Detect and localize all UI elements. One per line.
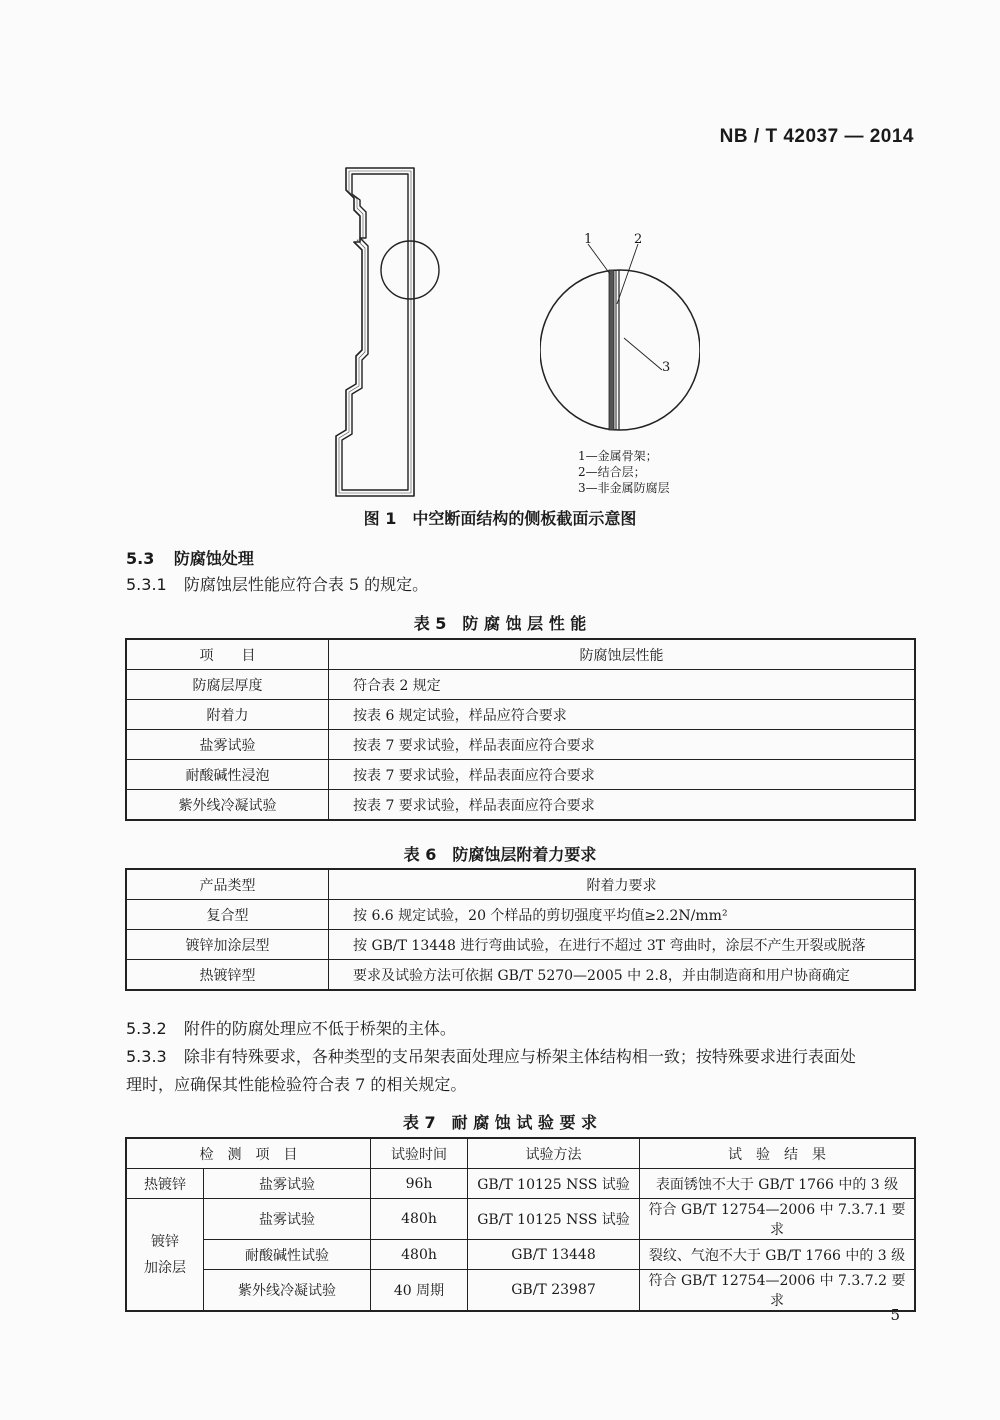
- table-cell: 耐酸碱性浸泡: [126, 760, 329, 790]
- table-cell: 480h: [371, 1199, 468, 1240]
- table-cell: 符合 GB/T 12754—2006 中 7.3.7.1 要求: [640, 1199, 916, 1240]
- table5-caption: 表 5 防 腐 蚀 层 性 能: [413, 614, 587, 633]
- table-header-row: [126, 869, 915, 900]
- table-cell: 热镀锌: [126, 1169, 204, 1199]
- table-header-cell: 试验方法: [468, 1138, 640, 1169]
- table6-caption: 表 6 防腐蚀层附着力要求: [403, 845, 597, 864]
- table-header-row: [126, 639, 915, 670]
- figure-legend: [578, 448, 670, 496]
- clause-text: 附件的防腐处理应不低于桥架的主体。: [183, 1019, 456, 1038]
- legend-item: 2—结合层；: [578, 465, 646, 479]
- table-cell: GB/T 13448: [468, 1240, 640, 1270]
- table-header-cell: 试 验 结 果: [640, 1138, 916, 1169]
- legend-item: 1—金属骨架；: [578, 449, 658, 463]
- table-row: [126, 930, 915, 960]
- table-row: [126, 1270, 915, 1312]
- table7: [125, 1137, 916, 1312]
- standard-number: NB / T 42037 — 2014: [719, 126, 914, 147]
- table-row: [126, 790, 915, 821]
- table-header-cell: 项 目: [126, 639, 329, 670]
- table-cell: 盐雾试验: [204, 1199, 371, 1240]
- table-cell: 按表 7 要求试验，样品表面应符合要求: [329, 790, 916, 821]
- table-cell: 防腐层厚度: [126, 670, 329, 700]
- table-cell: 480h: [371, 1240, 468, 1270]
- clause-number: 5.3.3: [126, 1047, 167, 1066]
- table-row: [126, 900, 915, 930]
- table-cell: 盐雾试验: [204, 1169, 371, 1199]
- table-header-cell: 防腐蚀层性能: [329, 639, 916, 670]
- table5: [125, 638, 916, 821]
- table-header-cell: 附着力要求: [329, 869, 916, 900]
- table-cell: 按表 7 要求试验，样品表面应符合要求: [329, 760, 916, 790]
- figure-1-detail: [540, 230, 700, 450]
- table-cell: 符合 GB/T 12754—2006 中 7.3.7.2 要求: [640, 1270, 916, 1312]
- table-row: [126, 960, 915, 991]
- table-cell: 40 周期: [371, 1270, 468, 1312]
- table-cell: 附着力: [126, 700, 329, 730]
- callout-2: 2: [634, 232, 643, 247]
- table-cell: 紫外线冷凝试验: [204, 1270, 371, 1312]
- table-row: [126, 760, 915, 790]
- section-number: 5.3: [126, 549, 155, 568]
- table-header-cell: 检 测 项 目: [126, 1138, 371, 1169]
- table-row: [126, 730, 915, 760]
- clause-text-line1: 除非有特殊要求，各种类型的支吊架表面处理应与桥架主体结构相一致；按特殊要求进行表面处: [183, 1047, 856, 1066]
- table-row: [126, 1240, 915, 1270]
- table-cell: 裂纹、气泡不大于 GB/T 1766 中的 3 级: [640, 1240, 916, 1270]
- table-cell: 按表 7 要求试验，样品表面应符合要求: [329, 730, 916, 760]
- table-row: [126, 670, 915, 700]
- table-header-row: [126, 1138, 915, 1169]
- clause-5-3-3: [126, 1043, 916, 1099]
- figure-caption: 图 1 中空断面结构的侧板截面示意图: [363, 509, 637, 528]
- section-heading: [126, 546, 254, 569]
- table-row: [126, 1199, 915, 1240]
- clause-5-3-1: [126, 572, 428, 595]
- section-title: 防腐蚀处理: [173, 549, 254, 568]
- clause-number: 5.3.1: [126, 575, 167, 594]
- table-cell: 镀锌 加涂层: [126, 1199, 204, 1312]
- table-cell: 盐雾试验: [126, 730, 329, 760]
- page-number: 5: [890, 1306, 900, 1324]
- clause-number: 5.3.2: [126, 1019, 167, 1038]
- table-cell: 按 6.6 规定试验，20 个样品的剪切强度平均值≥2.2N/mm²: [329, 900, 916, 930]
- table-cell: 按 GB/T 13448 进行弯曲试验，在进行不超过 3T 弯曲时，涂层不产生开裂或脱落: [329, 930, 916, 960]
- legend-item: 3—非金属防腐层: [578, 481, 670, 495]
- table-cell: 要求及试验方法可依据 GB/T 5270—2005 中 2.8，并由制造商和用户协商确定: [329, 960, 916, 991]
- table-cell: 热镀锌型: [126, 960, 329, 991]
- table-cell: 符合表 2 规定: [329, 670, 916, 700]
- clause-text: 防腐蚀层性能应符合表 5 的规定。: [183, 575, 429, 594]
- table-cell: 96h: [371, 1169, 468, 1199]
- clause-5-3-2: [126, 1015, 916, 1043]
- table6: [125, 868, 916, 991]
- table-cell: 按表 6 规定试验，样品应符合要求: [329, 700, 916, 730]
- table-cell: GB/T 23987: [468, 1270, 640, 1312]
- table-row: [126, 700, 915, 730]
- callout-1: 1: [584, 232, 593, 247]
- table7-caption: 表 7 耐 腐 蚀 试 验 要 求: [402, 1113, 598, 1132]
- table-cell: 紫外线冷凝试验: [126, 790, 329, 821]
- table-cell: 复合型: [126, 900, 329, 930]
- clause-text-line2: 理时，应确保其性能检验符合表 7 的相关规定。: [126, 1075, 467, 1094]
- table-header-cell: 产品类型: [126, 869, 329, 900]
- table-row: [126, 1169, 915, 1199]
- table-header-cell: 试验时间: [371, 1138, 468, 1169]
- callout-3: 3: [662, 360, 671, 375]
- table-cell: 镀锌加涂层型: [126, 930, 329, 960]
- table-cell: GB/T 10125 NSS 试验: [468, 1199, 640, 1240]
- table-cell: 表面锈蚀不大于 GB/T 1766 中的 3 级: [640, 1169, 916, 1199]
- table-cell: GB/T 10125 NSS 试验: [468, 1169, 640, 1199]
- table-cell: 耐酸碱性试验: [204, 1240, 371, 1270]
